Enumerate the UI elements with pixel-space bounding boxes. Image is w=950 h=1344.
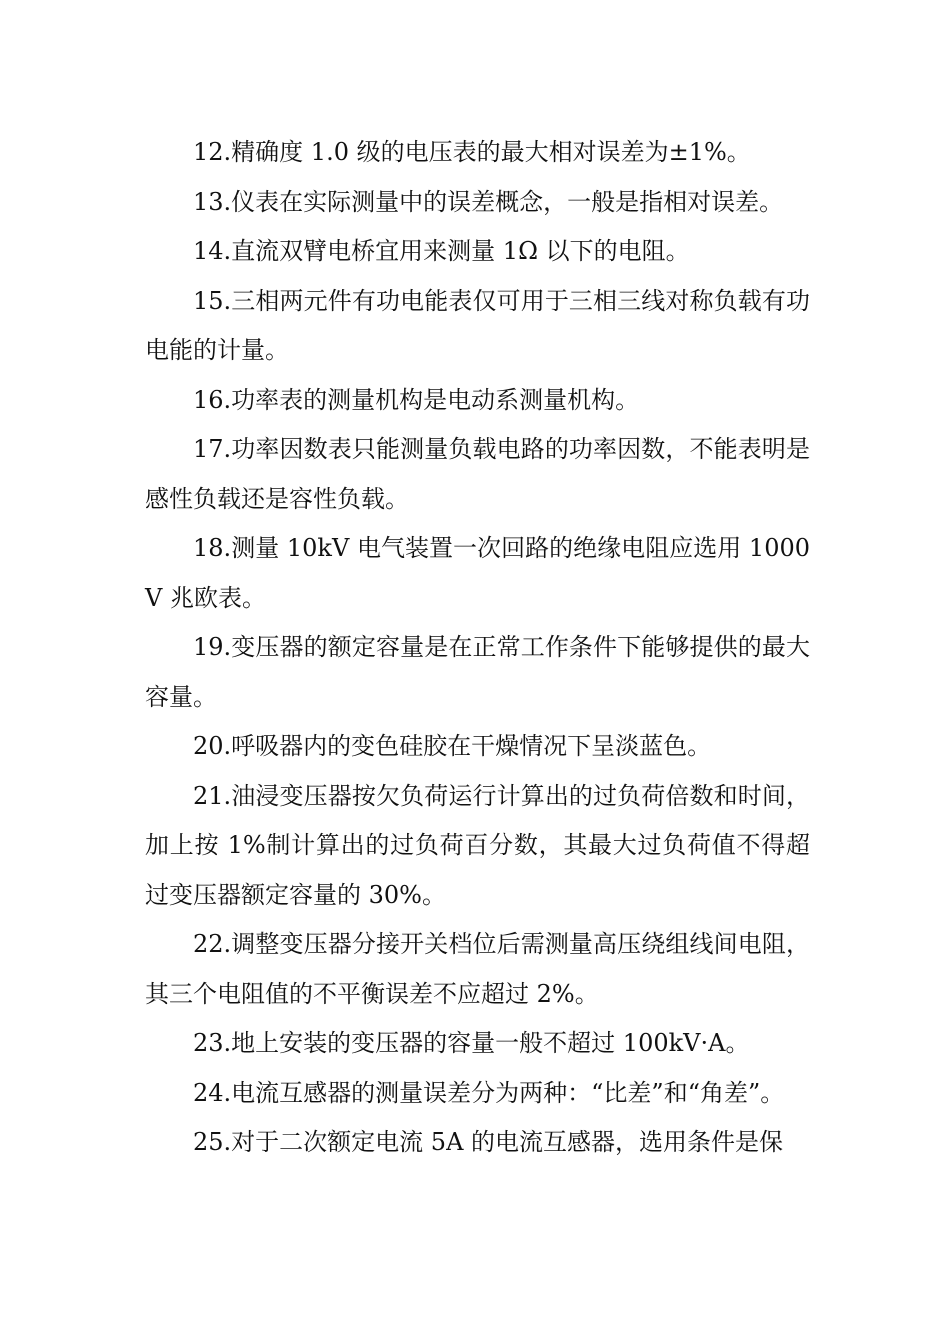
paragraph-21: 21.油浸变压器按欠负荷运行计算出的过负荷倍数和时间，加上按 1%制计算出的过负荷百分数，其最大过负荷值不得超过变压器额定容量的 30%。 <box>145 781 810 909</box>
paragraph-23: 23.地上安装的变压器的容量一般不超过 100kV·A。 <box>193 1029 750 1057</box>
paragraph-20: 20.呼吸器内的变色硅胶在干燥情况下呈淡蓝色。 <box>193 732 712 760</box>
paragraph-18: 18.测量 10kV 电气装置一次回路的绝缘电阻应选用 1000V 兆欧表。 <box>145 534 810 612</box>
paragraph-19: 19.变压器的额定容量是在正常工作条件下能够提供的最大容量。 <box>145 633 810 711</box>
document-body <box>145 128 810 1168</box>
paragraph-24: 24.电流互感器的测量误差分为两种：“比差”和“角差”。 <box>193 1078 785 1107</box>
paragraph-15: 15.三相两元件有功电能表仅可用于三相三线对称负载有功电能的计量。 <box>145 286 810 364</box>
paragraph-17: 17.功率因数表只能测量负载电路的功率因数，不能表明是感性负载还是容性负载。 <box>145 435 810 513</box>
paragraph-14: 14.直流双臂电桥宜用来测量 1Ω 以下的电阻。 <box>193 237 690 265</box>
paragraph-22: 22.调整变压器分接开关档位后需测量高压绕组线间电阻，其三个电阻值的不平衡误差不应超过 2%。 <box>145 930 810 1008</box>
paragraph-12: 12.精确度 1.0 级的电压表的最大相对误差为±1%。 <box>193 138 751 166</box>
paragraph-16: 16.功率表的测量机构是电动系测量机构。 <box>193 385 640 414</box>
paragraph-13: 13.仪表在实际测量中的误差概念，一般是指相对误差。 <box>193 187 784 216</box>
paragraph-25: 25.对于二次额定电流 5A 的电流互感器，选用条件是保 <box>193 1128 784 1156</box>
